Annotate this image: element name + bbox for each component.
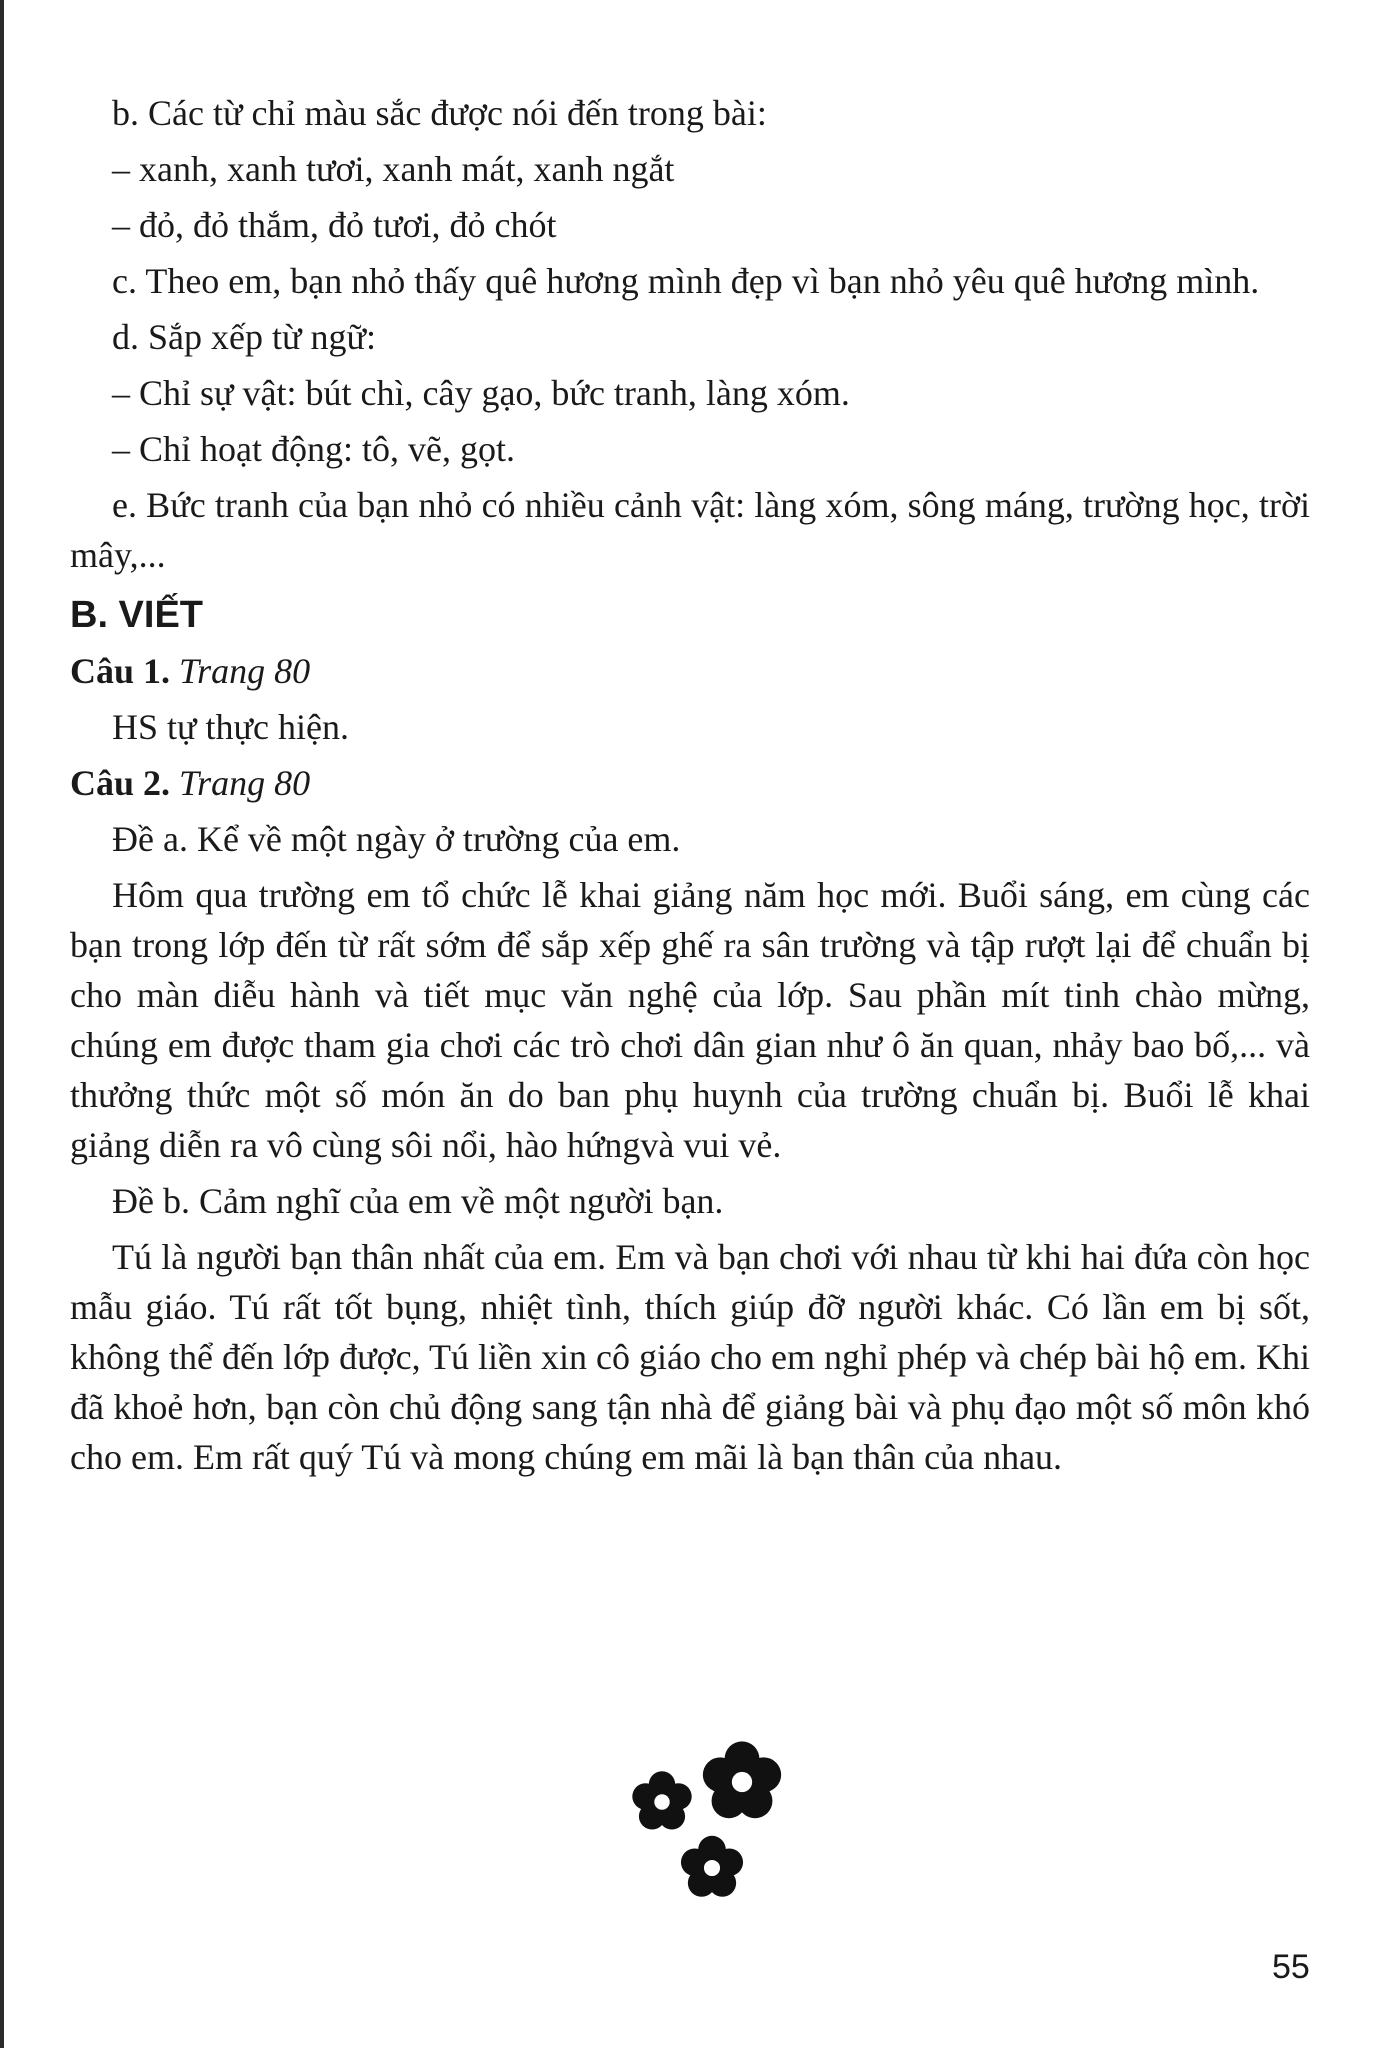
question-1-title bbox=[70, 646, 1310, 696]
flower-cluster-icon bbox=[620, 1740, 800, 1910]
page-binding-edge bbox=[0, 0, 4, 2048]
reading-e: e. Bức tranh của bạn nhỏ có nhiều cảnh vật: làng xóm, sông máng, trường học, trời mây,... bbox=[70, 485, 1310, 575]
flower-bottom-icon bbox=[681, 1836, 743, 1897]
flower-left-icon bbox=[632, 1771, 691, 1829]
question-1-answer: HS tự thực hiện. bbox=[112, 707, 350, 747]
question-2-essay-a: Hôm qua trường em tổ chức lễ khai giảng năm học mới. Buổi sáng, em cùng các bạn trong lớp đến từ rất sớm để sắp xếp ghế ra sân trường và tập rượt lại để chuẩn bị cho màn diễu hành và tiết mục văn nghệ của lớp. Sau phần mít tinh chào mừng, chúng em được tham gia chơi các trò chơi dân gian như ô ăn quan, nhảy bao bố,... và thưởng thức một số món ăn do ban phụ huynh của trường chuẩn bị. Buổi lễ khai giảng diễn ra vô cùng sôi nổi, hào hứngvà vui vẻ. bbox=[70, 875, 1310, 1165]
reading-b-intro: b. Các từ chỉ màu sắc được nói đến trong bài: bbox=[112, 93, 767, 133]
question-1-label: Câu 1. bbox=[70, 651, 171, 691]
reading-d-things: – Chỉ sự vật: bút chì, cây gạo, bức tranh, làng xóm. bbox=[112, 373, 850, 413]
page-content bbox=[70, 88, 1310, 1488]
question-2-title bbox=[70, 758, 1310, 808]
reading-d-actions: – Chỉ hoạt động: tô, vẽ, gọt. bbox=[112, 429, 515, 469]
reading-d-intro: d. Sắp xếp từ ngữ: bbox=[112, 317, 377, 357]
question-1-page: Trang 80 bbox=[179, 651, 311, 691]
question-2-page: Trang 80 bbox=[179, 763, 311, 803]
question-2-essay-b: Tú là người bạn thân nhất của em. Em và bạn chơi với nhau từ khi hai đứa còn học mẫu giáo. Tú rất tốt bụng, nhiệt tình, thích giúp đỡ người khác. Có lần em bị sốt, không thể đến lớp được, Tú liền xin cô giáo cho em nghỉ phép và chép bài hộ em. Khi đã khoẻ hơn, bạn còn chủ động sang tận nhà để giảng bài và phụ đạo một số môn khó cho em. Em rất quý Tú và mong chúng em mãi là bạn thân của nhau. bbox=[70, 1237, 1310, 1477]
section-heading-writing: B. VIẾT bbox=[70, 594, 204, 636]
flower-right-icon bbox=[703, 1741, 781, 1818]
question-2-topic-a: Đề a. Kể về một ngày ở trường của em. bbox=[112, 819, 681, 859]
question-2-label: Câu 2. bbox=[70, 763, 171, 803]
reading-c: c. Theo em, bạn nhỏ thấy quê hương mình đẹp vì bạn nhỏ yêu quê hương mình. bbox=[112, 261, 1260, 301]
question-2-topic-b: Đề b. Cảm nghĩ của em về một người bạn. bbox=[112, 1181, 724, 1221]
reading-b-green: – xanh, xanh tươi, xanh mát, xanh ngắt bbox=[112, 149, 675, 189]
reading-b-red: – đỏ, đỏ thắm, đỏ tươi, đỏ chót bbox=[112, 205, 557, 245]
page-number: 55 bbox=[1272, 1948, 1310, 1986]
